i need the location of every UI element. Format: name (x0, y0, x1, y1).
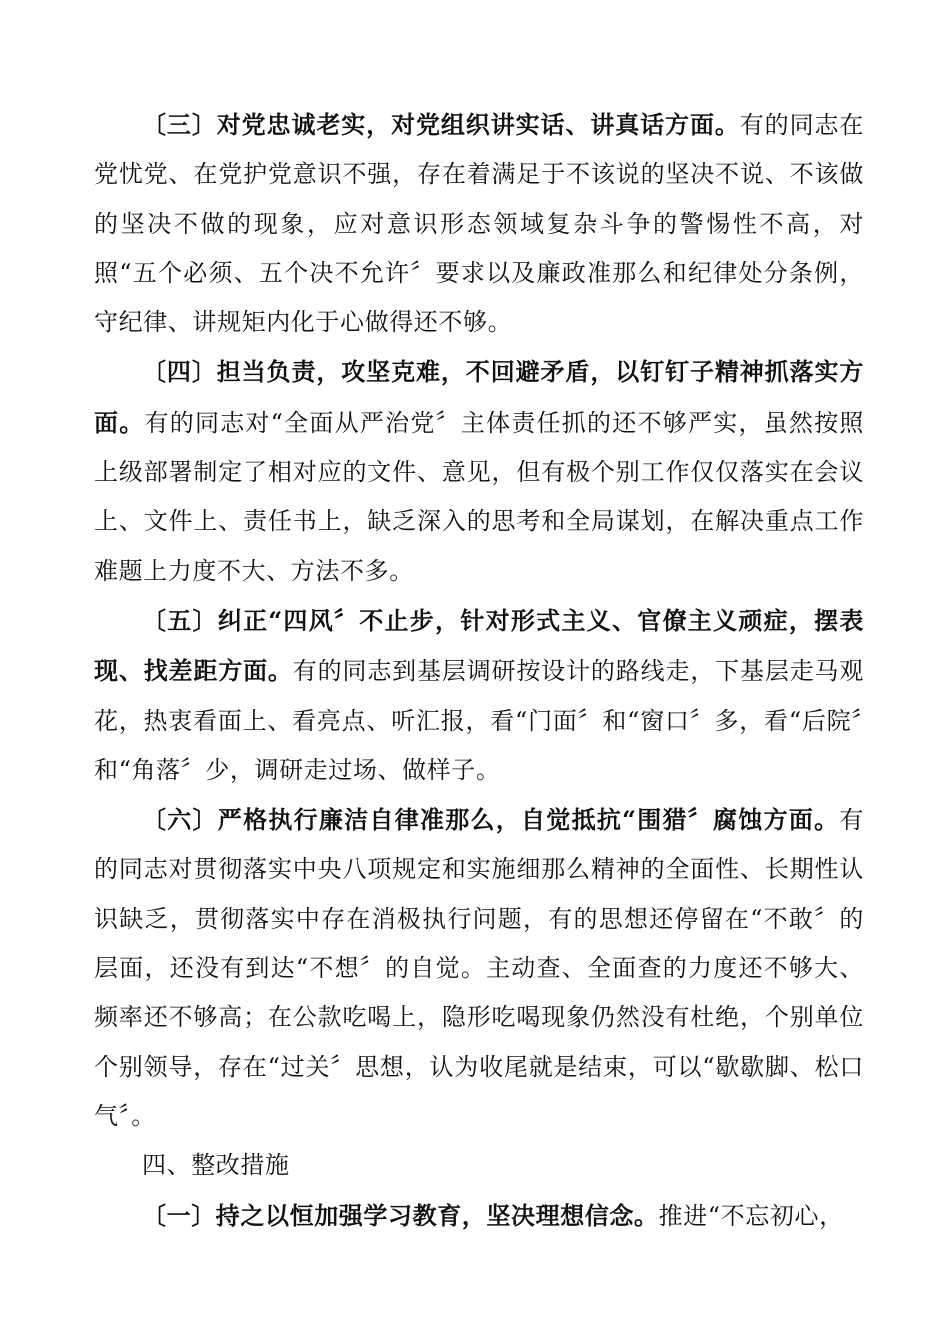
paragraph-5 (94, 596, 864, 795)
final-paragraph-body: 推进“不忘初心， (658, 1201, 844, 1230)
paragraph-4-body: 有的同志对“全面从严治党〞主体责任抓的还不够严实，虽然按照上级部署制定了相对应的文件、意见，但有极个别工作仅仅落实在会议上、文件上、责任书上，缺乏深入的思考和全局谋划，在解决重点工作难题上力度不大、方法不多。 (94, 408, 865, 585)
paragraph-3 (94, 100, 864, 347)
paragraph-4 (94, 347, 864, 595)
paragraph-3-body: 有的同志在党忧党、在党护党意识不强，存在着满足于不该说的坚决不说、不该做的坚决不做的现象，应对意识形态领域复杂斗争的警惕性不高，对照“五个必须、五个决不允许〞要求以及廉政准那么和纪律处分条例，守纪律、讲规矩内化于心做得还不够。 (94, 111, 864, 337)
paragraph-5-body: 有的同志到基层调研按设计的路线走，下基层走马观花，热衷看面上、看亮点、听汇报，看“门面〞和“窗口〞多，看“后院〞和“角落〞少，调研走过场、做样子。 (94, 657, 864, 784)
final-paragraph (94, 1191, 864, 1241)
paragraph-6 (94, 795, 864, 1141)
paragraph-6-body: 有的同志对贯彻落实中央八项规定和实施细那么精神的全面性、长期性认识缺乏，贯彻落实中存在消极执行问题，有的思想还停留在“不敢〞的层面，还没有到达“不想〞的自觉。主动查、全面查的力度还不够大、频率还不够高；在公款吃喝上，隐形吃喝现象仍然没有杜绝，个别单位个别领导，存在“过关〞思想，认为收尾就是结束，可以“歇歇脚、松口气〞。 (94, 806, 864, 1130)
paragraph-5-lead: 〔五〕纠正“四风〞不止步，针对形式主义、官僚主义顽症，摆表现、找差距方面。 (94, 605, 864, 686)
paragraph-3-lead: 〔三〕对党忠诚老实，对党组织讲实话、讲真话方面。 (142, 110, 740, 139)
final-paragraph-lead: 〔一〕持之以恒加强学习教育，坚决理想信念。 (142, 1200, 659, 1230)
section-heading: 四、整改措施 (142, 1151, 290, 1180)
document-body (94, 100, 864, 1241)
paragraph-4-lead: 〔四〕担当负责，攻坚克难，不回避矛盾，以钉钉子精神抓落实方面。 (94, 357, 864, 437)
paragraph-6-lead: 〔六〕严格执行廉洁自律准那么，自觉抵抗“围猎〞腐蚀方面。 (142, 805, 840, 835)
